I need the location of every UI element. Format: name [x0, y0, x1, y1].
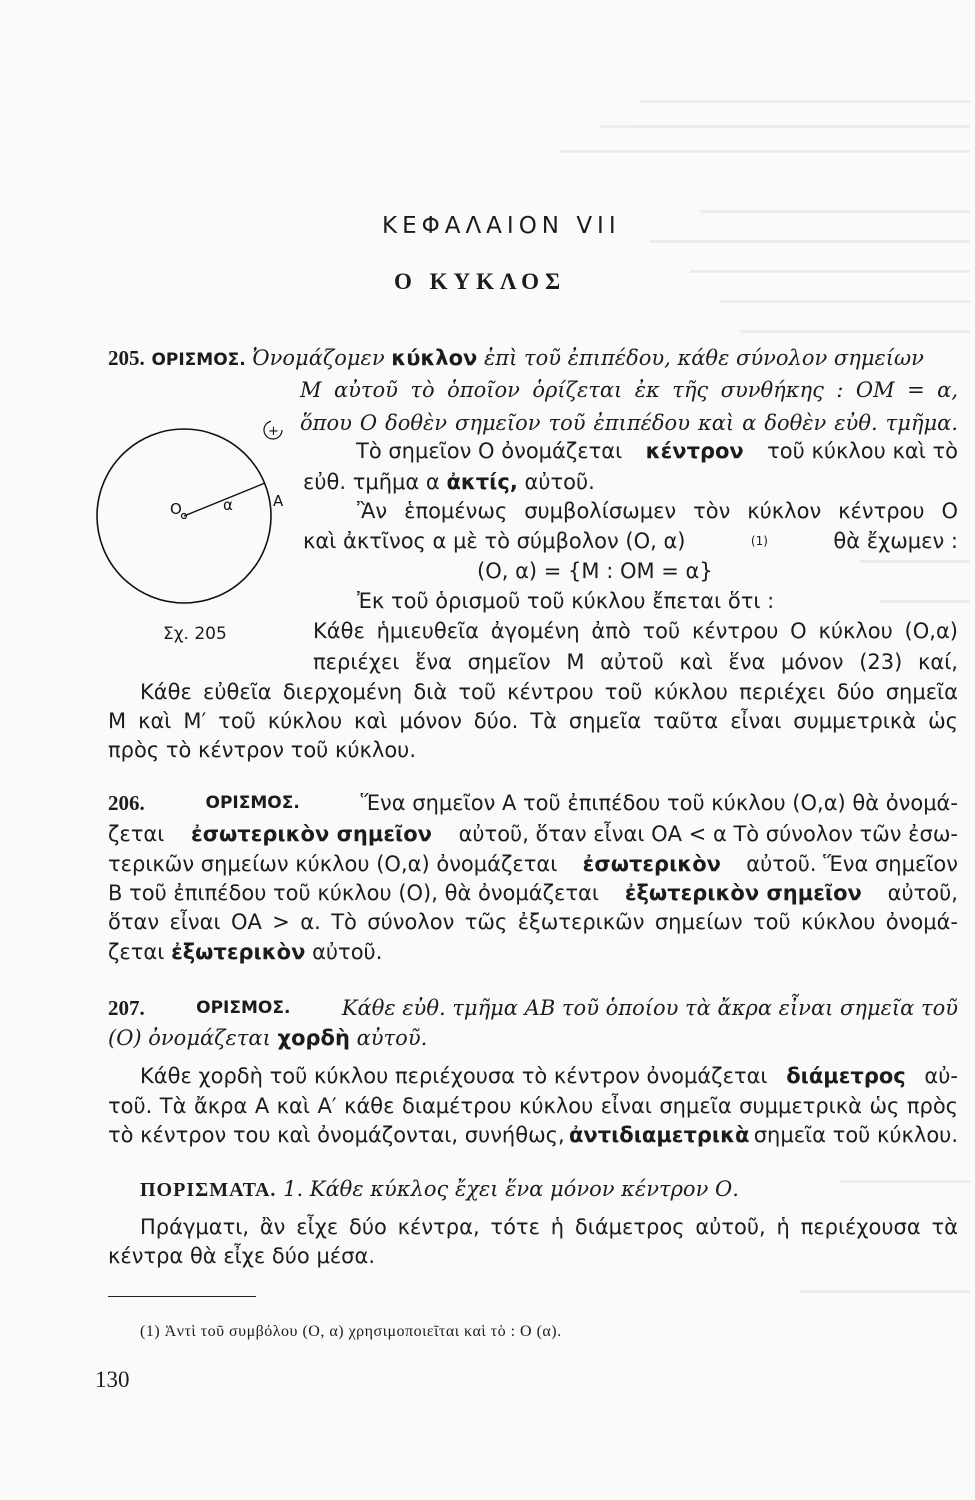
- section-205-line-1: [108, 344, 960, 374]
- term-chord: χορδὴ: [277, 1026, 350, 1050]
- text-span: Β τοῦ ἐπιπέδου τοῦ κύκλου (Ο), θὰ ὀνομάζεται: [108, 881, 599, 905]
- text-span: Τὸ σημεῖον Ο ὀνομάζεται: [356, 439, 623, 463]
- text-span: αὐτοῦ.: [312, 940, 383, 964]
- text-span: Κάθε χορδὴ τοῦ κύκλου περιέχουσα τὸ κέντρον ὀνομάζεται: [140, 1064, 768, 1088]
- point-a-label: A: [273, 492, 284, 510]
- section-number: 206.: [108, 791, 145, 815]
- text-span: αὐ-: [924, 1064, 958, 1088]
- text-span: αὐτοῦ, ὅταν εἶναι ΟΑ < α Τὸ σύνολον τῶν ἐσω-: [458, 822, 958, 846]
- section-207-para-line-3: [108, 1121, 958, 1149]
- footnote-rule: [108, 1296, 256, 1297]
- term-radius: ἀκτίς,: [446, 470, 518, 494]
- text-span: ζεται: [108, 940, 165, 964]
- section-206-line-4: [108, 879, 958, 907]
- term-circle: κύκλον: [391, 346, 478, 370]
- text-span: σημεῖα τοῦ κύκλου.: [753, 1123, 958, 1147]
- section-205-line-9: Ἐκ τοῦ ὁρισμοῦ τοῦ κύκλου ἔπεται ὅτι :: [357, 589, 775, 613]
- corollaries-proof-line-1: Πράγματι, ἂν εἶχε δύο κέντρα, τότε ἡ διάμετρος αὐτοῦ, ἡ περιέχουσα τὰ: [140, 1215, 958, 1239]
- section-heading: ΟΡΙΣΜΟΣ.: [205, 793, 300, 813]
- corollaries-proof-line-2: κέντρα θὰ εἶχε δύο μέσα.: [108, 1244, 375, 1268]
- section-207-line-1: [108, 994, 958, 1022]
- section-number: 205.: [108, 346, 145, 370]
- section-206-line-6: [108, 938, 382, 966]
- term-interior-point: ἐσωτερικὸν σημεῖον: [191, 822, 432, 846]
- section-206-line-5: ὅταν εἶναι ΟΑ > α. Τὸ σύνολον τῶς ἐξωτερικῶν σημείων τοῦ κύκλου ὀνομά-: [108, 910, 958, 934]
- section-205-line-4: [356, 437, 958, 465]
- term-interior: ἐσωτερικὸν: [582, 852, 721, 876]
- center-label: O: [170, 500, 182, 518]
- text-span: θὰ ἔχωμεν :: [833, 529, 958, 553]
- text-span: αὐτοῦ,: [887, 881, 958, 905]
- text-span: καὶ ἀκτῖνος α μὲ τὸ σύμβολον (Ο, α): [303, 529, 686, 553]
- corollaries-heading-line: [140, 1175, 739, 1204]
- term-exterior: ἐξωτερικὸν: [171, 940, 306, 964]
- section-206-line-2: [108, 820, 958, 848]
- section-205-line-6: Ἂν ἑπομένως συμβολίσωμεν τὸν κύκλον κέντρου Ο: [357, 499, 958, 523]
- term-antidiametric: ἀντιδιαμετρικὰ: [568, 1123, 750, 1147]
- term-exterior-point: ἐξωτερικὸν σημεῖον: [624, 881, 862, 905]
- text-span: τὸ κέντρον του καὶ ὀνομάζονται, συνήθως,: [108, 1123, 565, 1147]
- text-span: Κάθε εὐθ. τμῆμα ΑΒ τοῦ ὁποίου τὰ ἄκρα εἶναι σημεῖα τοῦ: [341, 996, 958, 1020]
- chapter-title: Ο ΚΥΚΛΟΣ: [394, 269, 567, 294]
- text-span: Ὀνομάζομεν: [252, 346, 385, 370]
- corollary-1: 1. Κάθε κύκλος ἔχει ἕνα μόνον κέντρον Ο.: [283, 1177, 739, 1201]
- orientation-mark-label: +: [268, 424, 279, 439]
- section-207-para-line-2: τοῦ. Τὰ ἄκρα Α καὶ Α′ κάθε διαμέτρου κύκλου εἶναι σημεῖα συμμετρικὰ ὡς πρὸς: [108, 1094, 958, 1118]
- section-207-para-line-1: [140, 1062, 958, 1090]
- term-center: κέντρον: [645, 439, 744, 463]
- section-206-line-3: [108, 850, 958, 878]
- text-span: αὐτοῦ.: [524, 470, 595, 494]
- section-206-line-1: [108, 789, 958, 817]
- chapter-label: ΚΕΦΑΛΑΙΟΝ VII: [382, 213, 621, 239]
- section-heading: ΟΡΙΣΜΟΣ.: [196, 998, 291, 1018]
- section-205-line-3: ὅπου Ο δοθὲν σημεῖον τοῦ ἐπιπέδου καὶ α δοθὲν εὐθ. τμῆμα.: [300, 411, 958, 435]
- text-span: ζεται: [108, 822, 165, 846]
- set-definition-formula: (Ο, α) = {Μ : ΟΜ = α}: [477, 559, 713, 583]
- figure-caption: Σχ. 205: [163, 624, 227, 644]
- section-207-line-2: [108, 1024, 427, 1052]
- section-205-line-14: πρὸς τὸ κέντρον τοῦ κύκλου.: [108, 738, 416, 762]
- section-205-line-2: Μ αὐτοῦ τὸ ὁποῖον ὁρίζεται ἐκ τῆς συνθήκης : ΟΜ = α,: [300, 378, 958, 402]
- page-number: 130: [95, 1367, 130, 1392]
- text-span: αὐτοῦ.: [356, 1026, 428, 1050]
- text-span: (Ο) ὀνομάζεται: [108, 1026, 271, 1050]
- text-span: ἐπὶ τοῦ ἐπιπέδου, κάθε σύνολον σημείων: [484, 346, 924, 370]
- section-205-line-10: Κάθε ἡμιευθεῖα ἀγομένη ἀπὸ τοῦ κέντρου Ο κύκλου (Ο,α): [313, 619, 958, 643]
- section-heading: ΟΡΙΣΜΟΣ.: [151, 350, 246, 370]
- term-diameter: διάμετρος: [786, 1064, 906, 1088]
- text-span: τοῦ κύκλου καὶ τὸ: [767, 439, 958, 463]
- corollaries-heading: ΠΟΡΙΣΜΑΤΑ.: [140, 1179, 277, 1201]
- section-205-line-12: Κάθε εὐθεῖα διερχομένη διὰ τοῦ κέντρου τοῦ κύκλου περιέχει δύο σημεῖα: [140, 680, 958, 704]
- text-span: εὐθ. τμῆμα α: [303, 470, 440, 494]
- text-span: Ἕνα σημεῖον Α τοῦ ἐπιπέδου τοῦ κύκλου (Ο,α) θὰ ὀνομά-: [360, 791, 958, 815]
- section-number: 207.: [108, 996, 145, 1020]
- footnote-ref: (1): [750, 534, 768, 548]
- section-205-line-13: Μ καὶ Μ′ τοῦ κύκλου καὶ μόνον δύο. Τὰ σημεῖα ταῦτα εἶναι συμμετρικὰ ὡς: [108, 709, 958, 733]
- footnote: (1) Ἀντὶ τοῦ συμβόλου (Ο, α) χρησιμοποιεῖται καὶ τὸ : Ο (α).: [140, 1323, 562, 1340]
- section-205-line-11: περιέχει ἕνα σημεῖον Μ αὐτοῦ καὶ ἕνα μόνον (23) καί,: [313, 650, 958, 674]
- section-205-line-7: [303, 527, 958, 555]
- section-205-line-5: [303, 468, 595, 496]
- radius-label: α: [223, 496, 233, 514]
- text-span: τερικῶν σημείων κύκλου (Ο,α) ὀνομάζεται: [108, 852, 558, 876]
- text-span: αὐτοῦ. Ἕνα σημεῖον: [746, 852, 958, 876]
